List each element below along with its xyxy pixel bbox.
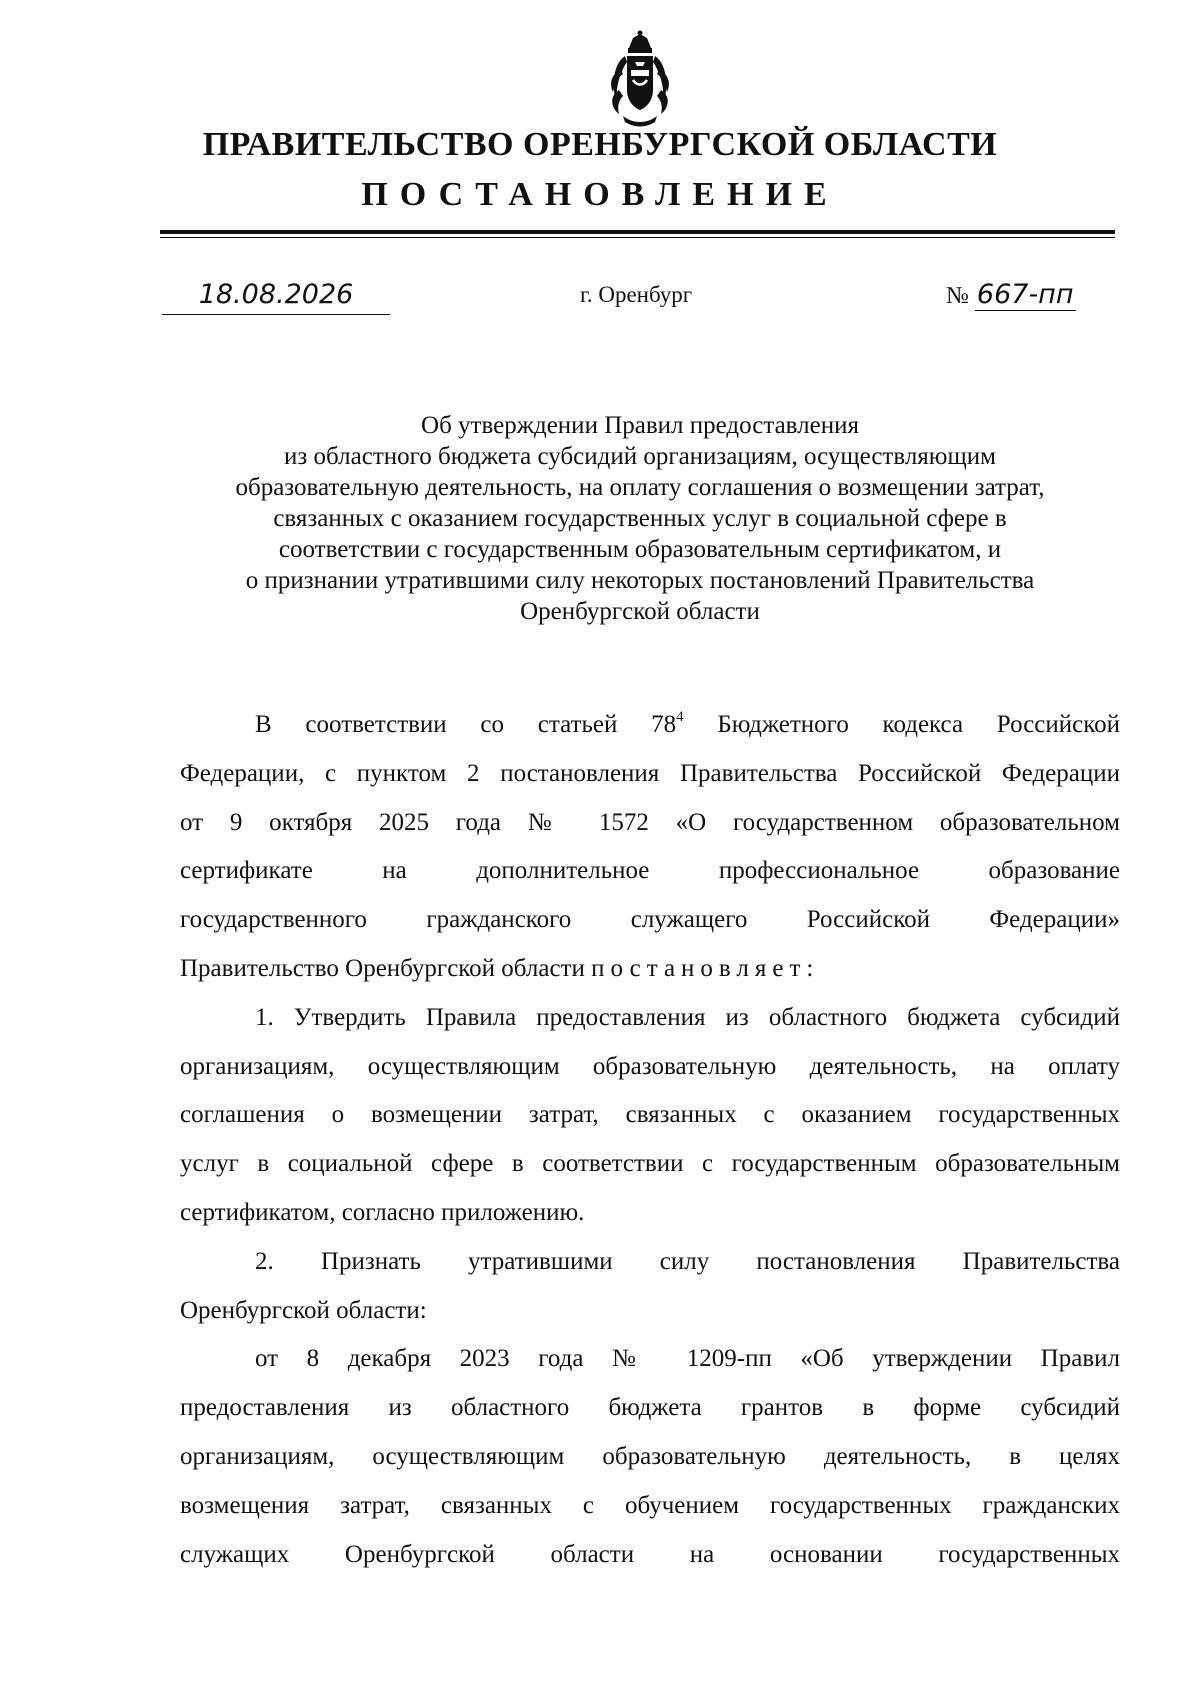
- body-line: 1. Утвердить Правила предоставления из областного бюджета субсидий: [255, 1003, 1120, 1031]
- body-line: государственного гражданского служащего Российской Федерации»: [180, 906, 1120, 934]
- resolves-word: постановляет:: [591, 954, 820, 982]
- body-line: организациям, осуществляющим образовательную деятельность, в целях: [180, 1442, 1120, 1470]
- heading-line: соответствии с государственным образовательным сертификатом, и: [278, 536, 1002, 563]
- body-line: [180, 701, 1120, 750]
- coat-of-arms-emblem: [605, 30, 675, 130]
- document-heading: [170, 410, 1110, 627]
- document-date: 18.08.2026: [162, 276, 390, 315]
- document-body: [180, 701, 1120, 1579]
- body-line: от 8 декабря 2023 года № 1209-пп «Об утверждении Правил: [255, 1345, 1120, 1373]
- body-line: служащих Оренбургской области на основании государственных: [180, 1540, 1120, 1568]
- heading-line: связанных с оказанием государственных услуг в социальной сфере в: [273, 505, 1007, 532]
- document-type-title: ПОСТАНОВЛЕНИЕ: [361, 176, 839, 213]
- body-line: Федерации, с пунктом 2 постановления Правительства Российской Федерации: [180, 759, 1120, 787]
- body-line: предоставления из областного бюджета грантов в форме субсидий: [180, 1394, 1120, 1422]
- body-line: возмещения затрат, связанных с обучением государственных гражданских: [180, 1491, 1120, 1519]
- heading-line: Об утверждении Правил предоставления: [421, 412, 859, 439]
- body-line: [180, 945, 1120, 994]
- body-line: соглашения о возмещении затрат, связанных с оказанием государственных: [180, 1101, 1120, 1129]
- body-line: услуг в социальной сфере в соответствии с государственным образовательным: [180, 1150, 1120, 1178]
- heading-line: из областного бюджета субсидий организациям, осуществляющим: [284, 443, 996, 470]
- number-sign: №: [946, 283, 969, 309]
- government-name: ПРАВИТЕЛЬСТВО ОРЕНБУРГСКОЙ ОБЛАСТИ: [202, 126, 998, 163]
- header-divider-thick: [160, 230, 1115, 234]
- body-line: Оренбургской области:: [180, 1296, 427, 1324]
- body-line: сертификатом, согласно приложению.: [180, 1198, 585, 1226]
- number-value: 667-пп: [976, 279, 1074, 310]
- heading-line: Оренбургской области: [520, 598, 760, 625]
- document-city: г. Оренбург: [580, 282, 693, 307]
- body-text-span: Правительство Оренбургской области: [180, 954, 592, 982]
- heading-line: образовательную деятельность, на оплату соглашения о возмещении затрат,: [235, 474, 1045, 501]
- body-text-span: Бюджетного кодекса Российской: [683, 711, 1121, 738]
- document-number: [946, 276, 1076, 315]
- heading-line: о признании утратившими силу некоторых постановлений Правительства: [245, 567, 1035, 594]
- body-line: 2. Признать утратившими силу постановления Правительства: [255, 1247, 1120, 1275]
- header-divider-thin: [160, 237, 1115, 238]
- body-line: от 9 октября 2025 года № 1572 «О государственном образовательном: [180, 808, 1120, 836]
- body-line: сертификате на дополнительное профессиональное образование: [180, 857, 1120, 885]
- article-superscript: 4: [676, 709, 684, 725]
- body-line: организациям, осуществляющим образовательную деятельность, на оплату: [180, 1052, 1120, 1080]
- body-text-span: В соответствии со статьей 78: [255, 711, 677, 738]
